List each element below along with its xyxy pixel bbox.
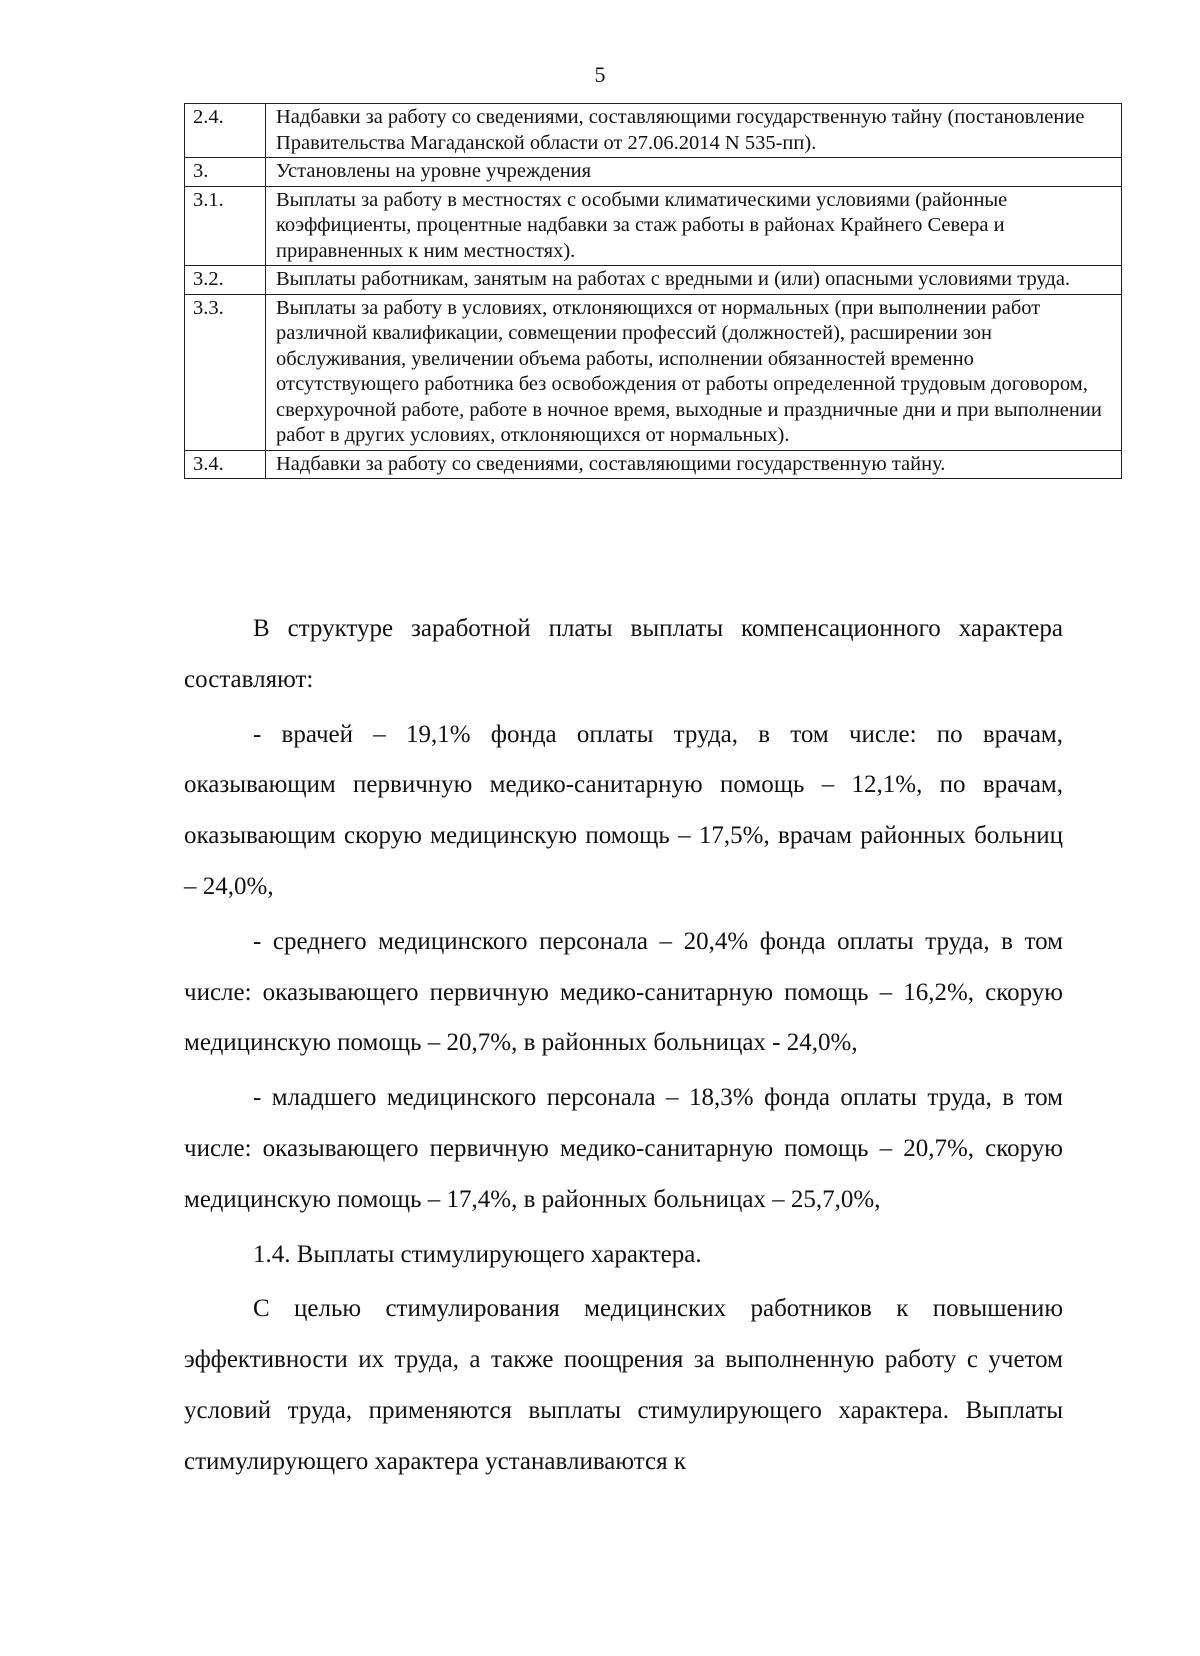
payments-table xyxy=(184,103,1122,479)
body-text xyxy=(184,604,1063,1488)
row-number: 3.4. xyxy=(185,450,266,479)
row-number: 3.3. xyxy=(185,294,266,450)
page-number: 5 xyxy=(594,62,606,87)
paragraph-doctors: - врачей – 19,1% фонда оплаты труда, в том числе: по врачам, оказывающим первичную медико-санитарную помощь – 12,1%, по врачам, оказывающим скорую медицинскую помощь – 17,5%, врачам районных больниц – 24,0%, xyxy=(184,720,1063,900)
row-text: Выплаты работникам, занятым на работах с вредными и (или) опасными условиями труда. xyxy=(266,266,1122,295)
paragraph-compensation-intro: В структуре заработной платы выплаты компенсационного характера составляют: xyxy=(184,615,1063,693)
section-heading-1-4: 1.4. Выплаты стимулирующего характера. xyxy=(253,1240,702,1268)
row-number: 3.2. xyxy=(185,266,266,295)
row-text: Выплаты за работу в условиях, отклоняющихся от нормальных (при выполнении работ различной квалификации, совмещении профессий (должностей), расширении зон обслуживания, увеличении объема работы, исполнении обязанностей временно отсутствующего работника без освобождения от работы определенной трудовым договором, сверхурочной работе, работе в ночное время, выходные и праздничные дни и при выполнении работ в других условиях, отклоняющихся от нормальных). xyxy=(266,294,1122,450)
table-row xyxy=(185,266,1122,295)
row-number: 2.4. xyxy=(185,104,266,158)
row-text: Надбавки за работу со сведениями, составляющими государственную тайну (постановление Правительства Магаданской области от 27.06.2014 N 535-пп). xyxy=(266,104,1122,158)
row-text: Выплаты за работу в местностях с особыми климатическими условиями (районные коэффициенты, процентные надбавки за стаж работы в районах Крайнего Севера и приравненных к ним местностях). xyxy=(266,186,1122,266)
table-row xyxy=(185,158,1122,187)
row-number: 3. xyxy=(185,158,266,187)
table-row xyxy=(185,450,1122,479)
table-row xyxy=(185,186,1122,266)
paragraph-mid-staff: - среднего медицинского персонала – 20,4% фонда оплаты труда, в том числе: оказывающего первичную медико-санитарную помощь – 16,2%, скорую медицинскую помощь – 20,7%, в районных больницах - 24,0%, xyxy=(184,927,1063,1057)
row-number: 3.1. xyxy=(185,186,266,266)
table-row xyxy=(185,294,1122,450)
paragraph-junior-staff: - младшего медицинского персонала – 18,3% фонда оплаты труда, в том числе: оказывающего первичную медико-санитарную помощь – 20,7%, скорую медицинскую помощь – 17,4%, в районных больницах – 25,7,0%, xyxy=(184,1084,1063,1213)
row-text: Установлены на уровне учреждения xyxy=(266,158,1122,187)
table-row xyxy=(185,104,1122,158)
row-text: Надбавки за работу со сведениями, составляющими государственную тайну. xyxy=(266,450,1122,479)
paragraph-stimulating: С целью стимулирования медицинских работников к повышению эффективности их труда, а также поощрения за выполненную работу с учетом условий труда, применяются выплаты стимулирующего характера. Выплаты стимулирующего характера устанавливаются к xyxy=(184,1295,1063,1475)
